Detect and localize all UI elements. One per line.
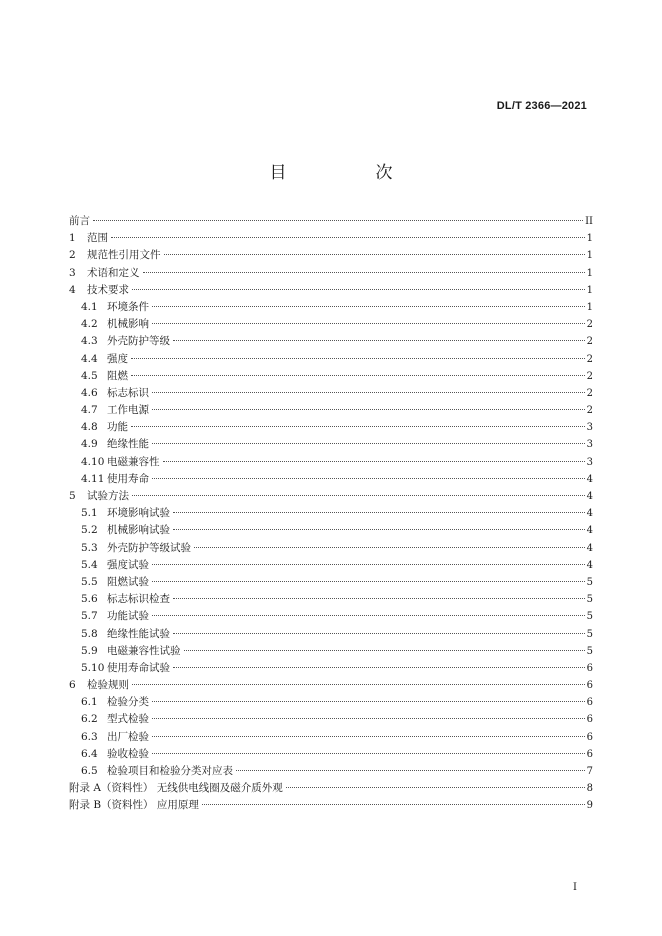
toc-entry-page: 6 [586, 697, 593, 709]
toc-entry-page: 1 [586, 267, 593, 279]
toc-entry-title: 功能试验 [107, 610, 149, 623]
toc-entry-page: 4 [586, 473, 593, 485]
toc-entry-title: 工作电源 [107, 404, 149, 417]
toc-entry-page: 2 [586, 353, 593, 365]
toc-entry[interactable] [69, 574, 593, 591]
toc-entry-page: 4 [586, 542, 593, 554]
toc-entry-number: 5 [69, 490, 76, 502]
toc-entry[interactable] [69, 557, 593, 574]
toc-entry[interactable] [69, 677, 593, 694]
dot-leader [131, 358, 585, 359]
toc-entry-page: 8 [586, 783, 593, 795]
page-title: 目 次 [269, 163, 429, 183]
toc-entry-title: 验收检验 [107, 747, 149, 760]
toc-entry[interactable] [69, 351, 593, 368]
dot-leader [152, 736, 585, 737]
toc-entry-title: 出厂检验 [107, 730, 149, 743]
toc-entry-title: 检验规则 [87, 679, 129, 692]
toc-entry-number: 6.3 [81, 730, 98, 743]
toc-entry-page: 9 [586, 800, 593, 812]
toc-entry[interactable] [69, 419, 593, 436]
toc-entry-number: 4.4 [81, 352, 98, 365]
dot-leader [132, 495, 585, 496]
toc-entry-page: 1 [586, 301, 593, 313]
toc-entry-title: 附录 A（资料性） 无线供电线圈及磁介质外观 [69, 782, 283, 795]
toc-entry-page: 5 [586, 594, 593, 606]
toc-entry-page: 1 [586, 250, 593, 262]
toc-entry[interactable] [69, 436, 593, 453]
toc-entry-page: 3 [586, 422, 593, 434]
toc-entry-number: 5.7 [81, 610, 98, 623]
dot-leader [152, 323, 585, 324]
toc-entry-number: 6.5 [81, 765, 98, 777]
toc-entry-page: 2 [586, 319, 593, 331]
toc-entry[interactable] [69, 265, 593, 282]
toc-entry[interactable] [69, 454, 593, 471]
dot-leader [152, 581, 585, 582]
toc-entry-number: 4.8 [81, 421, 98, 434]
toc-entry-number: 5.4 [81, 558, 98, 571]
toc-entry[interactable] [69, 522, 593, 539]
toc-entry-title: 阻燃试验 [107, 575, 149, 588]
toc-entry-number: 4.6 [81, 386, 98, 399]
dot-leader [152, 478, 585, 479]
toc-entry-page: 6 [586, 680, 593, 692]
toc-entry-page: 4 [586, 559, 593, 571]
toc-entry-page: 6 [586, 731, 593, 743]
toc-entry-number: 5.6 [81, 593, 98, 606]
toc-entry[interactable] [69, 505, 593, 522]
toc-entry[interactable] [69, 626, 593, 643]
toc-entry-title: 机械影响 [107, 318, 149, 331]
toc-entry-title: 附录 B（资料性） 应用原理 [69, 799, 199, 812]
toc-entry[interactable] [69, 471, 593, 488]
toc-entry[interactable] [69, 402, 593, 419]
toc-entry-page: 4 [586, 491, 593, 502]
toc-entry-number: 4.7 [81, 404, 98, 417]
toc-entry-page: 4 [586, 525, 593, 537]
toc-entry-title: 前言 [69, 215, 90, 227]
dot-leader [152, 718, 585, 719]
toc-entry[interactable] [69, 230, 593, 247]
toc-entry[interactable] [69, 213, 593, 230]
dot-leader [173, 512, 585, 513]
toc-entry[interactable] [69, 282, 593, 299]
toc-entry[interactable] [69, 797, 593, 814]
toc-entry-number: 4.9 [81, 438, 98, 451]
toc-entry-number: 5.8 [81, 627, 98, 640]
toc-entry[interactable] [69, 746, 593, 763]
dot-leader [152, 753, 585, 754]
toc-entry[interactable] [69, 660, 593, 677]
dot-leader [184, 650, 585, 651]
toc-entry-number: 5.2 [81, 524, 98, 537]
table-of-contents [69, 213, 593, 815]
toc-entry-title: 强度试验 [107, 558, 149, 571]
toc-entry[interactable] [69, 299, 593, 316]
toc-entry-page: 6 [586, 714, 593, 726]
page-number: I [573, 882, 577, 893]
toc-entry[interactable] [69, 385, 593, 402]
dot-leader [173, 633, 585, 634]
toc-entry-page: 3 [586, 456, 593, 468]
toc-entry-title: 外壳防护等级 [107, 335, 170, 348]
toc-entry[interactable] [69, 729, 593, 746]
dot-leader [152, 392, 585, 393]
toc-entry[interactable] [69, 247, 593, 264]
toc-entry-page: 2 [586, 370, 593, 382]
dot-leader [152, 615, 585, 616]
toc-entry-page: 2 [586, 405, 593, 417]
toc-entry-title: 机械影响试验 [107, 524, 170, 537]
toc-entry-title: 术语和定义 [87, 266, 140, 279]
toc-entry-number: 4.10 [81, 455, 105, 468]
standard-code: DL/T 2366—2021 [496, 100, 587, 112]
toc-entry-title: 环境条件 [107, 300, 149, 313]
toc-entry-number: 2 [69, 249, 76, 262]
dot-leader [173, 667, 585, 668]
toc-entry-title: 强度 [107, 352, 128, 365]
toc-entry-number: 5.1 [81, 507, 98, 520]
toc-entry-page: 7 [586, 766, 593, 777]
toc-entry-title: 阻燃 [107, 369, 128, 382]
toc-entry-title: 绝缘性能试验 [107, 627, 170, 640]
toc-entry-page: 5 [586, 576, 593, 588]
toc-entry-title: 功能 [107, 421, 128, 434]
toc-entry-title: 标志标识检查 [107, 593, 170, 606]
toc-entry-title: 规范性引用文件 [87, 249, 161, 262]
dot-leader [286, 787, 585, 788]
toc-entry-title: 标志标识 [107, 386, 149, 399]
toc-entry-number: 4.5 [81, 369, 98, 382]
toc-entry-number: 5.9 [81, 644, 98, 657]
toc-entry-page: 6 [586, 662, 593, 674]
toc-entry[interactable] [69, 780, 593, 797]
toc-entry-title: 检验分类 [107, 696, 149, 709]
dot-leader [152, 409, 585, 410]
toc-entry-page: 3 [586, 439, 593, 451]
toc-entry-number: 6.2 [81, 713, 98, 726]
toc-entry-page: 1 [586, 284, 593, 296]
toc-entry-number: 3 [69, 266, 76, 279]
dot-leader [152, 701, 585, 702]
toc-entry-title: 范围 [87, 232, 108, 245]
toc-entry-number: 5.3 [81, 541, 98, 554]
toc-entry-page: 5 [586, 611, 593, 623]
dot-leader [173, 529, 585, 530]
toc-entry[interactable] [69, 608, 593, 625]
dot-leader [163, 461, 585, 462]
dot-leader [173, 340, 585, 341]
toc-entry-page: 5 [586, 645, 593, 657]
dot-leader [131, 375, 585, 376]
toc-entry-number: 4 [69, 283, 76, 296]
toc-entry-page: 1 [586, 233, 593, 245]
toc-entry-title: 技术要求 [87, 283, 129, 296]
dot-leader [173, 598, 585, 599]
toc-entry[interactable] [69, 763, 593, 780]
toc-entry[interactable] [69, 368, 593, 385]
toc-entry-title: 电磁兼容性 [107, 455, 160, 468]
toc-entry[interactable] [69, 694, 593, 711]
dot-leader [132, 684, 585, 685]
toc-entry-page: 5 [586, 628, 593, 640]
toc-entry-number: 4.11 [81, 472, 105, 485]
dot-leader [236, 770, 585, 771]
toc-entry[interactable] [69, 333, 593, 350]
dot-leader [194, 547, 585, 548]
toc-entry-title: 检验项目和检验分类对应表 [107, 765, 233, 777]
toc-entry-title: 使用寿命试验 [107, 661, 170, 674]
toc-entry[interactable] [69, 316, 593, 333]
toc-entry[interactable] [69, 488, 593, 505]
toc-entry-title: 型式检验 [107, 713, 149, 726]
dot-leader [152, 306, 585, 307]
toc-entry[interactable] [69, 540, 593, 557]
dot-leader [132, 289, 585, 290]
toc-entry-title: 使用寿命 [107, 472, 149, 485]
toc-entry-number: 5.10 [81, 661, 105, 674]
toc-entry-title: 外壳防护等级试验 [107, 541, 191, 554]
toc-entry-page: 2 [586, 336, 593, 348]
toc-entry-title: 环境影响试验 [107, 507, 170, 520]
toc-entry-page: 6 [586, 748, 593, 760]
toc-entry-page: 2 [586, 387, 593, 399]
toc-entry-number: 5.5 [81, 575, 98, 588]
toc-entry-number: 6.1 [81, 696, 98, 709]
toc-entry-page: II [585, 216, 593, 227]
toc-entry[interactable] [69, 643, 593, 660]
toc-entry[interactable] [69, 711, 593, 728]
toc-entry-number: 6 [69, 679, 76, 692]
toc-entry-title: 试验方法 [87, 490, 129, 502]
dot-leader [164, 254, 585, 255]
dot-leader [152, 564, 585, 565]
dot-leader [152, 443, 585, 444]
dot-leader [143, 272, 585, 273]
toc-entry-number: 6.4 [81, 747, 98, 760]
toc-entry-number: 4.1 [81, 300, 98, 313]
toc-entry-title: 绝缘性能 [107, 438, 149, 451]
dot-leader [131, 426, 585, 427]
toc-entry-number: 4.3 [81, 335, 98, 348]
toc-entry[interactable] [69, 591, 593, 608]
dot-leader [111, 237, 585, 238]
toc-entry-title: 电磁兼容性试验 [107, 644, 181, 657]
toc-entry-number: 4.2 [81, 318, 98, 331]
dot-leader [93, 220, 583, 221]
dot-leader [202, 804, 585, 805]
toc-entry-page: 4 [586, 508, 593, 520]
toc-entry-number: 1 [69, 232, 76, 245]
